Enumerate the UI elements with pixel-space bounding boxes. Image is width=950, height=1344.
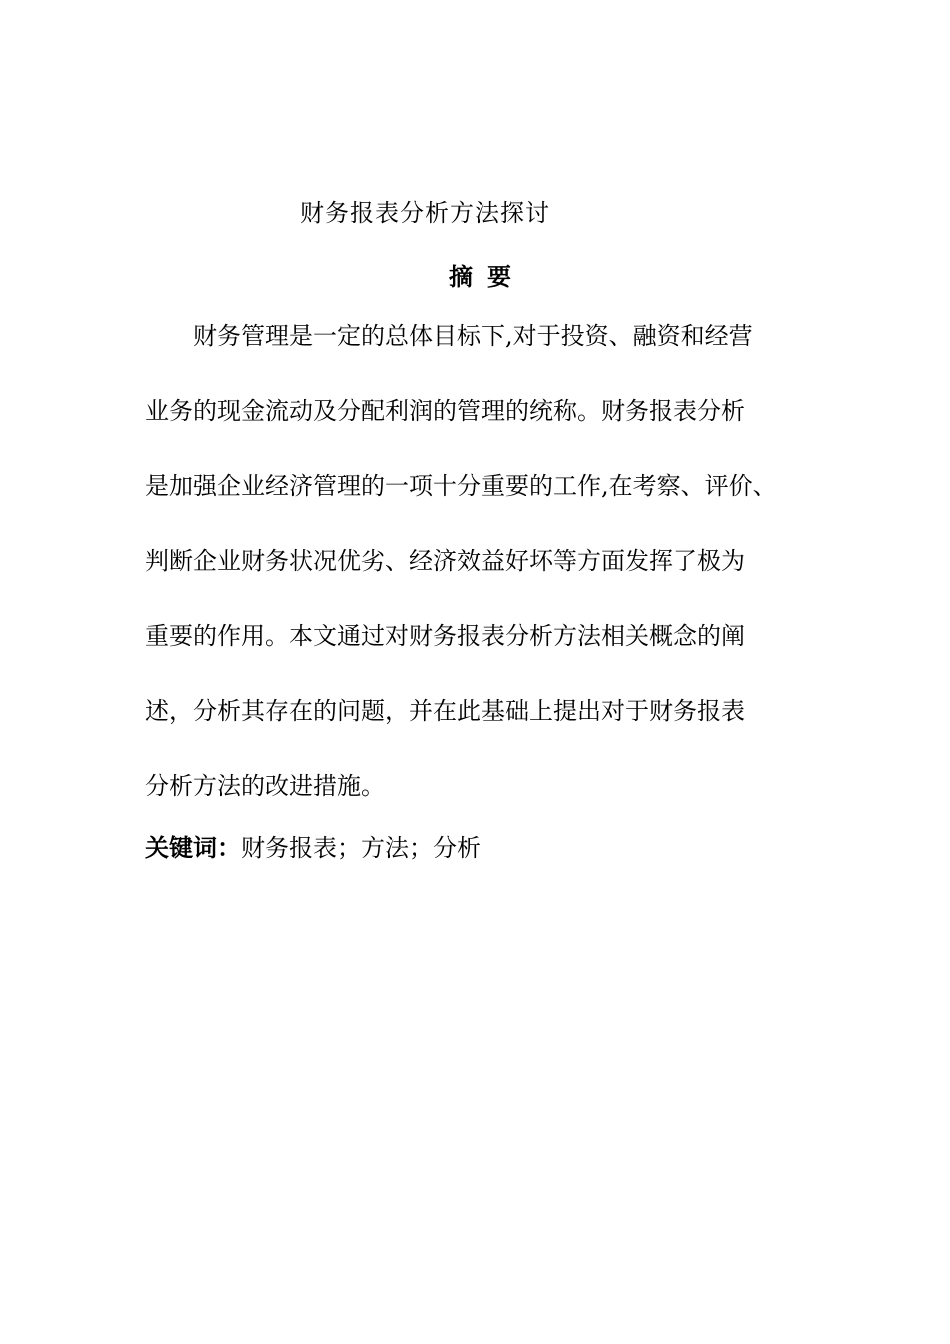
- abstract-line: 财务管理是一定的总体目标下,对于投资、融资和经营: [193, 322, 753, 350]
- abstract-heading-char: 要: [487, 263, 511, 291]
- abstract-heading-char: 摘: [449, 263, 473, 291]
- abstract-line: 重要的作用。本文通过对财务报表分析方法相关概念的阐: [145, 622, 745, 650]
- page-title: 财务报表分析方法探讨: [300, 199, 550, 227]
- abstract-line: 分析方法的改进措施。: [145, 772, 385, 800]
- abstract-line: 判断企业财务状况优劣、经济效益好坏等方面发挥了极为: [145, 547, 745, 575]
- abstract-line: 是加强企业经济管理的一项十分重要的工作,在考察、评价、: [145, 472, 777, 500]
- keywords-label: 关键词：: [145, 834, 241, 862]
- keywords-value: 财务报表；方法；分析: [241, 834, 481, 862]
- abstract-body: [145, 318, 825, 804]
- keywords: [145, 830, 481, 867]
- abstract-line: 述，分析其存在的问题，并在此基础上提出对于财务报表: [145, 697, 745, 725]
- abstract-line: 业务的现金流动及分配利润的管理的统称。财务报表分析: [145, 397, 745, 425]
- abstract-heading: [449, 259, 511, 295]
